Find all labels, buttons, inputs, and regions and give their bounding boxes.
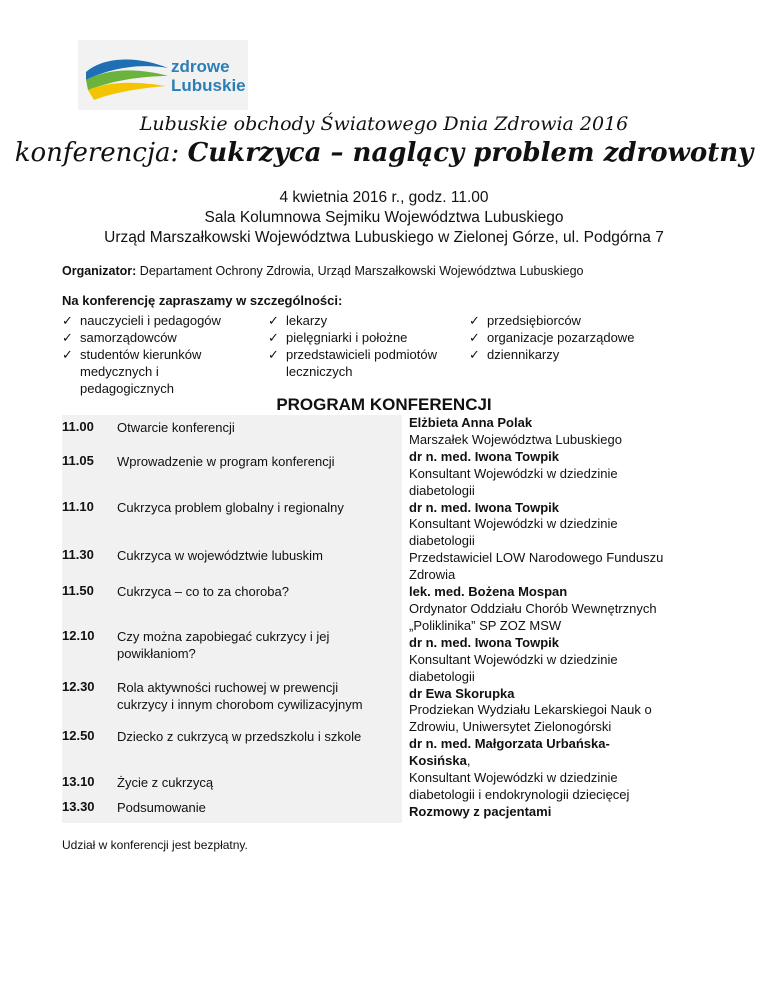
check-icon: ✓: [62, 313, 73, 328]
program-time: 11.05: [62, 453, 94, 468]
invite-column-1: [62, 312, 252, 397]
program-table-background: [62, 415, 402, 823]
program-time: 11.50: [62, 583, 94, 598]
invite-item-label: organizacje pozarządowe: [487, 330, 635, 345]
check-icon: ✓: [268, 330, 279, 345]
speaker-role: Konsultant Wojewódzki w dziedzinie diabetologii i endokrynologii dziecięcej: [409, 770, 630, 802]
invite-item-label: samorządowców: [80, 330, 177, 345]
speaker-suffix: ,: [466, 753, 471, 769]
program-time: 12.10: [62, 628, 95, 643]
invite-column-2: [268, 312, 453, 380]
check-icon: ✓: [62, 347, 73, 362]
speaker-entry: [409, 500, 669, 551]
speaker-role: Prodziekan Wydziału Lekarskiegoi Nauk o Zdrowiu, Uniwersytet Zielonogórski: [409, 702, 652, 735]
invite-column-3: [469, 312, 669, 363]
program-time: 12.30: [62, 679, 95, 694]
program-time: 11.00: [62, 419, 94, 434]
check-icon: ✓: [268, 313, 279, 328]
speaker-name: Elżbieta Anna Polak: [409, 415, 533, 430]
logo-text-line2: Lubuskie: [171, 76, 246, 95]
speaker-entry: [409, 584, 669, 635]
check-icon: ✓: [469, 313, 480, 328]
event-hall: Sala Kolumnowa Sejmiku Województwa Lubuskiego: [204, 209, 564, 226]
speaker-name: dr n. med. Małgorzata Urbańska-Kosińska: [409, 736, 610, 769]
speaker-entry: [409, 686, 669, 737]
program-time: 13.10: [62, 774, 95, 789]
invite-item: [268, 329, 453, 346]
speaker-name: dr n. med. Iwona Towpik: [409, 448, 559, 464]
page-title: [0, 138, 768, 168]
speaker-role: Ordynator Oddziału Chorób Wewnętrznych „Poliklinika” SP ZOZ MSW: [409, 600, 657, 633]
check-icon: ✓: [469, 347, 480, 362]
speaker-name: dr n. med. Iwona Towpik: [409, 499, 559, 515]
speaker-name: dr Ewa Skorupka: [409, 685, 515, 701]
invite-item-label: dziennikarzy: [487, 347, 560, 362]
footer-note: Udział w konferencji jest bezpłatny.: [62, 838, 248, 852]
organizer: [62, 264, 584, 278]
invite-item-label: studentów kierunków medycznych i pedagogicznych: [80, 347, 202, 396]
speaker-entry: [409, 635, 669, 686]
program-time: 13.30: [62, 799, 95, 814]
invite-heading: Na konferencję zapraszamy w szczególności:: [62, 293, 343, 308]
title-prefix: konferencja:: [14, 138, 180, 168]
speaker-role: Konsultant Wojewódzki w dziedzinie diabetologii: [409, 465, 618, 498]
invite-item: [469, 312, 669, 329]
program-item-title: Życie z cukrzycą: [117, 775, 214, 790]
invite-item-label: przedsiębiorców: [487, 313, 581, 328]
speaker-name: Rozmowy z pacjentami: [409, 803, 552, 819]
event-date: 4 kwietnia 2016 r., godz. 11.00: [279, 189, 489, 206]
program-item-title: Czy można zapobiegać cukrzycy i jej powikłaniom?: [117, 629, 330, 661]
speaker-role: Przedstawiciel LOW Narodowego Funduszu Zdrowia: [409, 550, 664, 583]
speaker-entry: [409, 449, 669, 500]
program-item-title: Otwarcie konferencji: [117, 420, 235, 435]
program-item-title: Dziecko z cukrzycą w przedszkolu i szkole: [117, 729, 362, 744]
speaker-entry: [409, 415, 669, 449]
title-main: Cukrzyca – naglący problem zdrowotny: [187, 138, 754, 168]
invite-item-label: lekarzy: [286, 313, 328, 328]
invite-item: [62, 312, 252, 329]
speaker-entry: [409, 804, 669, 821]
program-item-title: Cukrzyca problem globalny i regionalny: [117, 500, 344, 515]
logo: [78, 40, 248, 110]
invite-item: [469, 346, 669, 363]
program-item-title: Cukrzyca – co to za choroba?: [117, 584, 289, 599]
program-item-title: Rola aktywności ruchowej w prewencji cukrzycy i innym chorobom cywilizacyjnym: [117, 680, 363, 712]
program-item-title: Podsumowanie: [117, 800, 206, 815]
check-icon: ✓: [62, 330, 73, 345]
program-heading: PROGRAM KONFERENCJI: [276, 395, 492, 414]
speaker-role: Marszałek Województwa Lubuskiego: [409, 431, 622, 447]
check-icon: ✓: [268, 347, 279, 362]
logo-waves-icon: [84, 46, 168, 104]
check-icon: ✓: [469, 330, 480, 345]
program-item-title: Wprowadzenie w program konferencji: [117, 454, 335, 469]
invite-item-label: pielęgniarki i położne: [286, 330, 408, 345]
organizer-label: Organizator:: [62, 264, 137, 278]
invite-item: [469, 329, 669, 346]
organizer-text: Departament Ochrony Zdrowia, Urząd Marszałkowski Województwa Lubuskiego: [139, 264, 584, 278]
invite-item-label: nauczycieli i pedagogów: [80, 313, 221, 328]
program-time: 12.50: [62, 728, 95, 743]
event-address: Urząd Marszałkowski Województwa Lubuskiego w Zielonej Górze, ul. Podgórna 7: [104, 229, 664, 246]
invite-item: [62, 346, 252, 397]
event-subtitle: Lubuskie obchody Światowego Dnia Zdrowia 2016: [139, 113, 629, 135]
invite-item-label: przedstawicieli podmiotów leczniczych: [286, 347, 438, 379]
invite-item: [62, 329, 252, 346]
speaker-name: lek. med. Bożena Mospan: [409, 584, 568, 600]
speaker-name: dr n. med. Iwona Towpik: [409, 634, 559, 650]
logo-text-line1: zdrowe: [171, 57, 230, 76]
speakers-list: [409, 415, 669, 821]
invite-item: [268, 346, 453, 380]
program-time: 11.10: [62, 499, 94, 514]
speaker-entry: [409, 550, 669, 584]
program-item-title: Cukrzyca w województwie lubuskim: [117, 548, 323, 563]
invite-item: [268, 312, 453, 329]
program-time: 11.30: [62, 547, 94, 562]
speaker-role: Konsultant Wojewódzki w dziedzinie diabetologii: [409, 651, 618, 684]
speaker-entry: [409, 736, 669, 804]
speaker-role: Konsultant Wojewódzki w dziedzinie diabetologii: [409, 516, 618, 549]
